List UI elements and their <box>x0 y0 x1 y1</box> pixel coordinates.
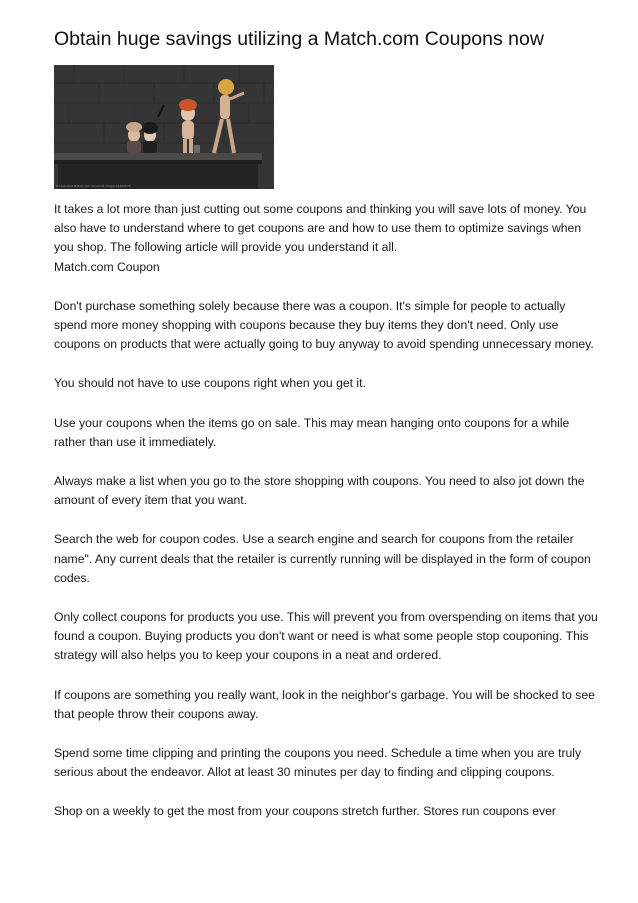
paragraph-6: Search the web for coupon codes. Use a search engine and search for coupons from the retailer name". Any current deals that the retailer is currently running will be displayed in the form of coupon codes. <box>54 532 591 585</box>
paragraph-7: Only collect coupons for products you use. This will prevent you from overspending on items that you found a coupon. Buying products you don't want or need is what some people stop couponing. This strategy will also helps you to keep your coupons in a neat and ordered. <box>54 610 598 663</box>
paragraph-text: It takes a lot more than just cutting out some coupons and thinking you will save lots of money. You also have to understand where to get coupons are and how to use them to optimize savings when you shop. The following article will provide you understand it all. <box>54 202 587 255</box>
paragraph-5: Always make a list when you go to the store shopping with coupons. You need to also jot down the amount of every item that you want. <box>54 474 585 508</box>
page-title: Obtain huge savings utilizing a Match.com Coupons now <box>54 28 544 50</box>
paragraph-10: Shop on a weekly to get the most from your coupons stretch further. Stores run coupons ever <box>54 804 556 819</box>
paragraph-1 <box>54 200 599 277</box>
paragraph-8: If coupons are something you really want, look in the neighbor's garbage. You will be shocked to see that people throw their coupons away. <box>54 687 595 721</box>
document-page <box>54 26 599 842</box>
paragraph-4: Use your coupons when the items go on sale. This may mean hanging onto coupons for a while rather than use it immediately. <box>54 415 570 449</box>
article-body <box>54 200 599 822</box>
paragraph-9: Spend some time clipping and printing the coupons you need. Schedule a time when you are truly serious about the endeavor. Allot at least 30 minutes per day to finding and clipping coupons. <box>54 746 582 780</box>
paragraph-2: Don't purchase something solely because there was a coupon. It's simple for people to actually spend more money shopping with coupons because they buy items they don't need. Only use coupons on products that were actually going to buy anyway to avoid spending unnecessary money. <box>54 298 594 352</box>
paragraph-3: You should not have to use coupons right when you get it. <box>54 376 366 391</box>
coupon-link[interactable]: Match.com Coupon <box>54 259 160 274</box>
article-image <box>54 65 274 189</box>
figurines-scene-image <box>54 65 274 189</box>
image-caption: Screenshot Match.com Coupons image 1024x576 <box>56 184 131 188</box>
